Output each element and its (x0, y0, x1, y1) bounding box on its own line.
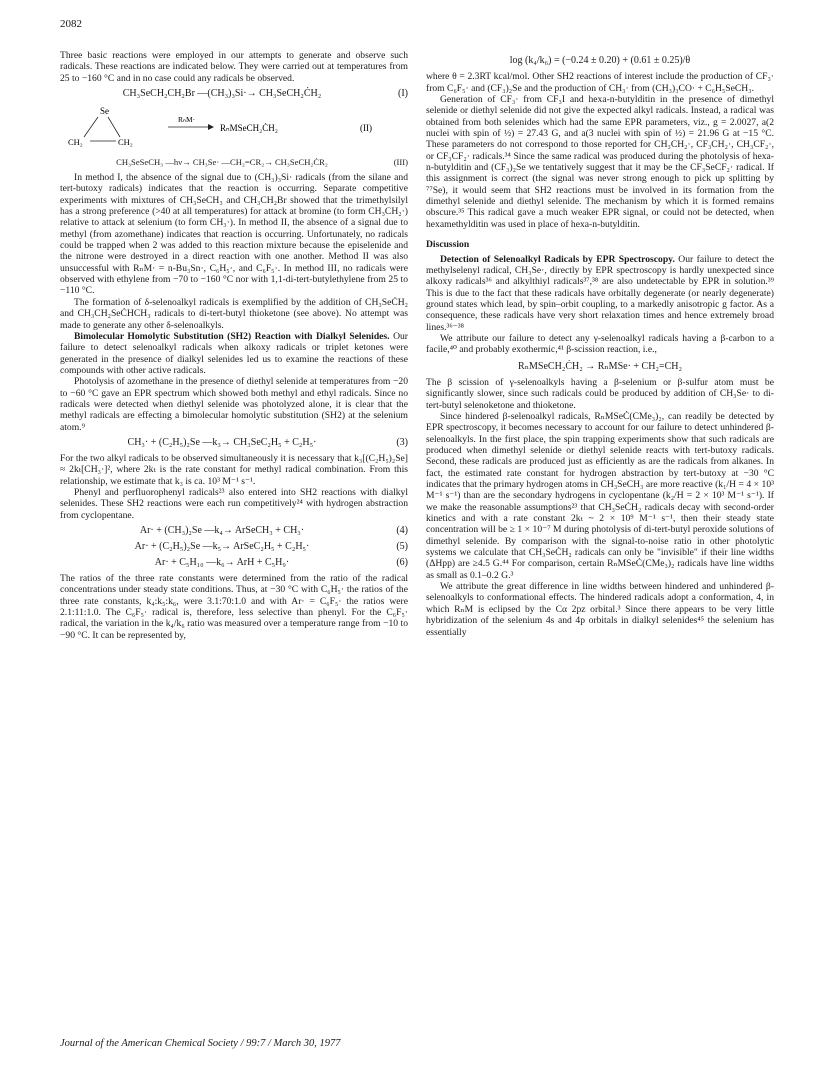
equation-number: (5) (396, 541, 408, 552)
right-column (426, 50, 774, 638)
equation-number: (I) (398, 88, 408, 100)
equation-text: Ar· + C₅H₁₀ —k₆→ ArH + C₅H₉· (154, 557, 290, 568)
equation-text: CH₃SeSeCH₃ —hν→ CH₃Se· —CH₂=CR₂→ CH₃SeCH₂ĊR₂ (116, 157, 328, 168)
paragraph: Since hindered β-selenoalkyl radicals, RₙMSeĊ(CMe₃)₂, can readily be detected by EPR spectroscopy, it becomes necessary to account for our failure to detect unhindered β-selenoalkyls. In the first place, the spin trapping experiments show that such radicals are produced when dimethyl selenide or diethyl selenide reacts with tert-butoxy radicals. Second, these radicals are produced just as efficiently as are the radicals from alkanes. In fact, the estimated rate constant for hydrogen abstraction by tert-butoxy at −30 °C indicates that the primary hydrogen atoms in CH₃SeCH₃ are more reactive (k₁/H = 4 × 10³ M⁻¹ s⁻¹) than are the secondary hydrogens in cyclopentane (k₂/H = 2 × 10³ M⁻¹ s⁻¹). If we make the reasonable assumptions²³ that CH₃SeĊH₂ radicals decay with second-order kinetics and with a rate constant 2kₜ ~ 2 × 10⁹ M⁻¹ s⁻¹, then their steady state concentration will be ≥ 1 × 10⁻⁷ M during photolysis of di-tert-butyl peroxide solutions of dimethyl selenide. By comparison with the signal-to-noise ratio in other photolytic systems we calculate that CH₃SeĊH₂ radicals can only be "invisible" if their line widths (ΔHpp) are ≥4.5 G.⁴⁴ For comparison, certain RₙMSeĊ(CMe₃)₂ radicals have line widths as small as 0.1–0.2 G.³ (426, 410, 774, 581)
paragraph: Photolysis of azomethane in the presence of diethyl selenide at temperatures from −20 to −60 °C gave an EPR spectrum which showed both methyl and ethyl radicals. Since no radicals were detected when diethyl selenide was photolyzed alone, it is clear that the methyl radicals are effecting a bimolecular homolytic substitution (SH2) at the selenium atom.⁹ (60, 376, 408, 433)
journal-footer: Journal of the American Chemical Society / 99:7 / March 30, 1977 (60, 1038, 341, 1049)
equation-number: (II) (360, 123, 372, 134)
paragraph: We attribute the great difference in line widths between hindered and unhindered β-selenoalkyls to conformational effects. The hindered radicals adopt a conformation, 4, in which RₙM is eclipsed by the Cα 2pz orbital.³ Since there appears to be very little hybridization of the selenium 4s and 4p orbitals in dialkyl selenides⁴⁵ the selenium has essentially (426, 581, 774, 638)
paragraph: The formation of δ-selenoalkyl radicals is exemplified by the addition of CH₃SeĊH₂ and CH₃CH₂SeĊHCH₃ radicals to di-tert-butyl thioketone (see above). No attempt was made to generate any other δ-selenoalkyls. (60, 296, 408, 331)
equation-text: Ar· + (C₂H₅)₂Se —k₅→ ArSeC₂H₅ + C₂H₅· (134, 541, 310, 552)
paragraph: In method I, the absence of the signal due to (CH₃)₃Si· radicals (from the silane and tert-butoxy radicals) indicates that the reaction is occurring. Separate competitive experiments with mixtures of CH₃SeCH₃ and CH₃CH₂Br showed that the trimethylsilyl has a strong preference (>40 at all temperatures) for attack at bromine (to form CH₃CH₂·) relative to attack at selenium (to form CH₃·). In method II, the absence of a signal due to methyl (from azomethane) indicates that reaction is occurring. Unfortunately, no radicals could be trapped when 2 was added to this reaction mixture because the episelenide and the nitrone were destroyed in a direct reaction with one another. Method II was also unsuccessful with RₙM· = n-Bu₃Sn·, C₆H₅·, and C₆F₅·. In method III, no radicals were observed with ethylene from −70 to −160 °C nor with 1,1-di-tert-butylethylene from 25 to −110 °C. (60, 172, 408, 297)
reagent-label: RₙM· (178, 115, 196, 125)
paragraph: Three basic reactions were employed in our attempts to generate and observe such radicals. These reactions are indicated below. They were carried out at temperatures from 25 to −160 °C and in no case could any radicals be observed. (60, 50, 408, 84)
paragraph: The ratios of the three rate constants were determined from the ratio of the radical concentrations under steady state conditions. Thus, at −30 °C with C₆H₅· the ratios of the three rate constants, k₄:k₅:k₆, were 3.1:70:1.0 and with Ar· = C₆F₅· the ratios were 2.1:11:1.0. The C₆F₅· radical is, therefore, less selective than phenyl. For the C₆F₅· radical, the variation in the k₄/k₆ ratio was measured over a temperature range from −10 to −90 °C. It can be represented by, (60, 573, 408, 641)
section-heading: Discussion (426, 239, 470, 251)
episelenide-structure (60, 104, 380, 150)
run-in-heading: Detection of Selenoalkyl Radicals by EPR Spectroscopy. (440, 253, 675, 265)
equation-log-ratio: log (k₄/k₆) = (−0.24 ± 0.20) + (0.61 ± 0.25)/θ (509, 55, 691, 66)
left-column (60, 50, 408, 641)
paragraph: We attribute our failure to detect any γ-selenoalkyl radicals having a β-carbon to a facile,⁴⁰ and probably exothermic,⁴¹ β-scission reaction, i.e., (426, 332, 774, 356)
paragraph-text: Our failure to detect the methylselenyl radical, CH₃Se·, directly by EPR spectroscopy is hardly unexpected since alkoxy radicals³⁶ and alkylthiyl radicals³⁷,³⁸ are also undetectable by EPR in solution.³⁹ This is due to the fact that these radicals have orbitally degenerate (or nearly degenerate) ground states which lead, by spin–orbit coupling, to a markedly anisotropic g factor. As a consequence, these radicals have very short relaxation times and hence extremely broad lines.³⁶⁻³⁸ (426, 253, 774, 333)
paragraph: For the two alkyl radicals to be observed simultaneously it is necessary that k₃[(C₂H₅)₂Se] ≈ 2kₜ[CH₃·]², where 2kₜ is the rate constant for methyl radical combination. From this relationship, we estimate that k₃ is ca. 10³ M⁻¹ s⁻¹. (60, 452, 408, 487)
paragraph: The β scission of γ-selenoalkyls having a β-selenium or β-sulfur atom must be significantly slower, since such radicals could be produced by addition of CH₃Se· to di-tert-butyl selenoketone and thioketone. (426, 376, 774, 411)
equation-number: (3) (396, 436, 408, 448)
equation-3 (60, 437, 408, 449)
structure-atom-ch2-left: CH₂ (68, 137, 83, 148)
equation-I (60, 88, 408, 100)
equation-number: (4) (396, 525, 408, 536)
equation-III (60, 156, 408, 168)
run-in-heading: Bimolecular Homolytic Substitution (SH2) Reaction with Dialkyl Selenides. (74, 330, 390, 342)
equation-number: (III) (393, 157, 408, 168)
structure-atom-ch2-right: CH₂ (118, 137, 133, 148)
paragraph (426, 254, 774, 333)
equation-4 (60, 525, 408, 537)
product-label: RₙMSeCH₂ĊH₂ (220, 123, 278, 134)
equation-5 (60, 541, 408, 553)
equation-number: (6) (396, 557, 408, 568)
page-number: 2082 (60, 18, 82, 30)
paragraph: Generation of CF₃· from CF₃I and hexa-n-butylditin in the presence of dimethyl selenide or diethyl selenide did not give the expected alkyl radicals. Instead, a radical was obtained from both selenides which had the same EPR parameters, viz., g = 2.0027, a(2 nuclei with spin of ½) = 27.43 G, and a(3 nuclei with spin of ½) = 21.96 G at −15 °C. These parameters do not correspond to those reported for CH₃CH₂·, CF₃CH₂·, CH₃CF₂·, or CF₃CF₂· radicals.³⁴ Since the same radical was produced during the photolysis of hexa-n-butylditin and (CF₃)₂Se we tentatively suggest that it may be the CF₃SeCF₂· radical. If this assignment is correct (the signal was never strong enough to pick up splitting by ⁷⁷Se), it would seem that SH2 reactions must be involved in its formation from the dimethyl selenide and diethyl selenide. The mechanism by which it is formed remains obscure.³⁵ This radical gave a much weaker EPR signal, or could not be detected, when hexamethylditin was used in place of hexa-n-butylditin. (426, 94, 774, 230)
equation-text: CH₃· + (C₂H₅)₂Se —k₃→ CH₃SeC₂H₅ + C₂H₅· (127, 436, 317, 448)
paragraph: where θ = 2.3RT kcal/mol. Other SH2 reactions of interest include the production of CF₃· from C₆F₅· and (CF₃)₂Se and the production of CH₃· from (CH₃)₃CO· + C₆H₅SeCH₃. (426, 71, 774, 94)
paragraph (60, 331, 408, 376)
equation-II (60, 104, 408, 150)
paragraph: Phenyl and perfluorophenyl radicals²³ also entered into SH2 reactions with dialkyl selenides. These SH2 reactions were each run competitively²⁴ with hydrogen abstraction from cyclopentane. (60, 486, 408, 521)
equation-6 (60, 557, 408, 569)
structure-atom-se: Se (100, 106, 109, 117)
equation-text: CH₃SeCH₂CH₂Br —(CH₃)₃Si·→ CH₃SeCH₂ĊH₂ (122, 88, 322, 100)
equation-beta-scission: RₙMSeCH₂ĊH₂ → RₙMSe· + CH₂=CH₂ (518, 360, 682, 372)
paragraph-text: Our failure to detect selenoalkyl radicals when alkoxy radicals or triplet ketones were generated in the presence of dialkyl selenides led us to examine the reactions of these compounds with other active radicals. (60, 330, 408, 376)
equation-text: Ar· + (CH₃)₂Se —k₄→ ArSeCH₃ + CH₃· (139, 525, 305, 536)
